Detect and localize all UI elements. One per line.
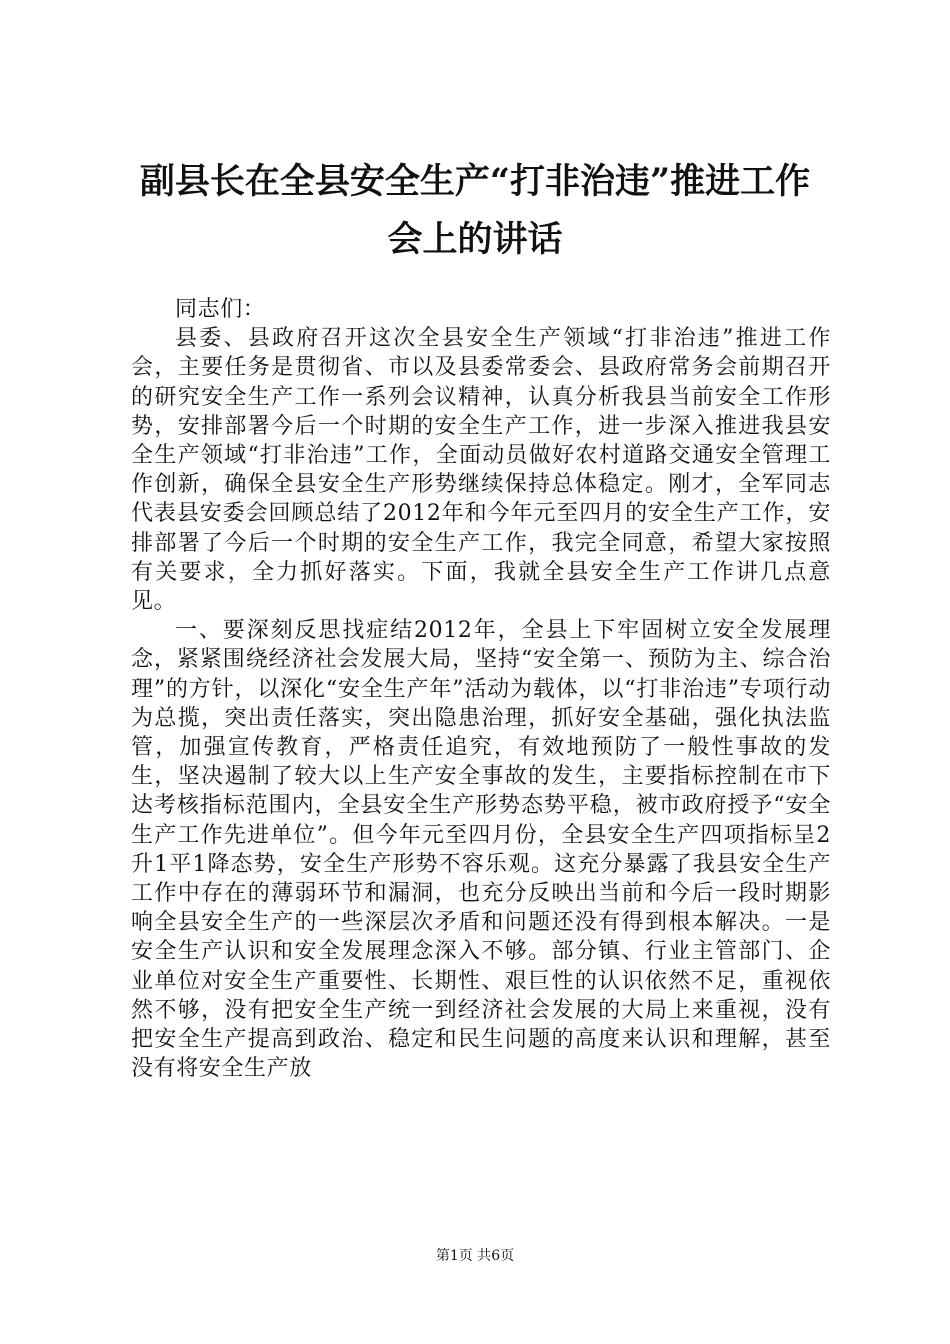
body-paragraph: 县委、县政府召开这次全县安全生产领域“打非治违”推进工作会，主要任务是贯彻省、市以及县委常委会、县政府常务会前期召开的研究安全生产工作一系列会议精神，认真分析我县当前安全工作形势，安排部署今后一个时期的安全生产工作，进一步深入推进我县安全生产领域“打非治违”工作，全面动员做好农村道路交通安全管理工作创新，确保全县安全生产形势继续保持总体稳定。刚才，全军同志代表县安委会回顾总结了2012年和今年元至四月的安全生产工作，安排部署了今后一个时期的安全生产工作，我完全同意，希望大家按照有关要求，全力抓好落实。下面，我就全县安全生产工作讲几点意见。 [131,326,831,615]
page-number-footer: 第1页 共6页 [435,1248,515,1264]
salutation-paragraph: 同志们： [175,297,266,322]
body-paragraph: 一、要深刻反思找症结2012年，全县上下牢固树立安全发展理念，紧紧围绕经济社会发展大局，坚持“安全第一、预防为主、综合治理”的方针，以深化“安全生产年”活动为载体，以“打非治违”专项行动为总揽，突出责任落实，突出隐患治理，抓好安全基础，强化执法监管，加强宣传教育，严格责任追究，有效地预防了一般性事故的发生，坚决遏制了较大以上生产安全事故的发生，主要指标控制在市下达考核指标范围内，全县安全生产形势态势平稳，被市政府授予“安全生产工作先进单位”。但今年元至四月份，全县安全生产四项指标呈2升1平1降态势，安全生产形势不容乐观。这充分暴露了我县安全生产工作中存在的薄弱环节和漏洞，也充分反映出当前和今后一段时期影响全县安全生产的一些深层次矛盾和问题还没有得到根本解决。一是安全生产认识和安全发展理念深入不够。部分镇、行业主管部门、企业单位对安全生产重要性、长期性、艰巨性的认识依然不足，重视依然不够，没有把安全生产统一到经济社会发展的大局上来重视，没有把安全生产提高到政治、稳定和民生问题的高度来认识和理解，甚至没有将安全生产放 [131,618,831,1082]
document-title-line-1: 副县长在全县安全生产“打非治违”推进工作 [139,161,811,202]
document-body [131,295,831,1083]
document-title-line-2: 会上的讲话 [387,219,563,260]
